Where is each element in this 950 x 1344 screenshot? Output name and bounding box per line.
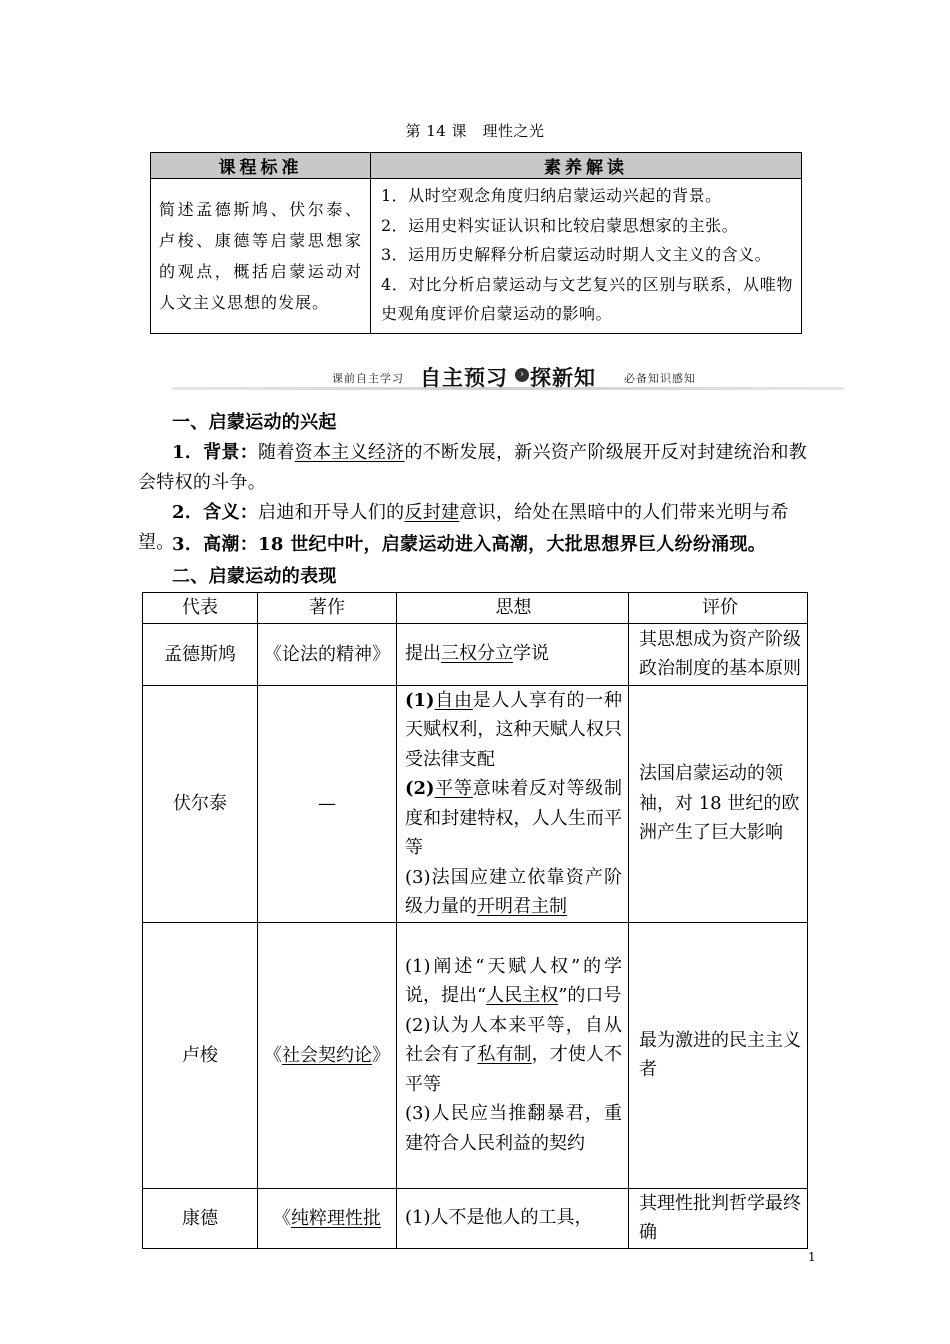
thinker-work: 《社会契约论》 [258, 922, 397, 1188]
section1-heading: 一、启蒙运动的兴起 [172, 412, 337, 433]
thinker-work: — [258, 685, 397, 922]
thinker-name: 康德 [143, 1188, 258, 1248]
thinker-evaluation: 其理性批判哲学最终确 [629, 1188, 808, 1248]
standards-header: 课程标准 [151, 153, 371, 179]
thinker-idea: (1)人不是他人的工具， [397, 1188, 629, 1248]
thinker-evaluation: 其思想成为资产阶级政治制度的基本原则 [629, 623, 808, 685]
col-header: 代表 [143, 593, 258, 624]
background-paragraph: 1．背景：随着资本主义经济的不断发展，新兴资产阶级展开反对封建统治和教会特权的斗争。 [138, 442, 808, 493]
course-standards-table [150, 152, 802, 334]
table-header-row [143, 593, 808, 624]
col-header: 评价 [629, 593, 808, 624]
literacy-item: 3．运用历史解释分析启蒙运动时期人文主义的含义。 [381, 245, 772, 264]
page-number: 1 [808, 1250, 816, 1264]
literacy-item: 1．从时空观念角度归纳启蒙运动兴起的背景。 [381, 186, 722, 205]
thinker-work: 《论法的精神》 [258, 623, 397, 685]
banner-right-label: 必备知识感知 [624, 372, 696, 385]
thinker-name: 伏尔泰 [143, 685, 258, 922]
banner-rule [172, 387, 844, 390]
meaning-paragraph: 2．含义：启迪和开导人们的反封建意识，给处在黑暗中的人们带来光明与希望。 [138, 502, 789, 553]
col-header: 思想 [397, 593, 629, 624]
thinker-evaluation: 最为激进的民主主义者 [629, 922, 808, 1188]
lesson-title: 第 14 课 理性之光 [405, 122, 545, 140]
thinker-idea: 提出三权分立学说 [397, 623, 629, 685]
table-row [143, 922, 808, 1188]
banner-title-b: 探新知 [530, 366, 596, 390]
literacy-header: 素养解读 [371, 153, 802, 179]
climax-paragraph: 3．高潮：18 世纪中叶，启蒙运动进入高潮，大批思想界巨人纷纷涌现。 [172, 534, 767, 555]
literacy-item: 4．对比分析启蒙运动与文艺复兴的区别与联系，从唯物史观角度评价启蒙运动的影响。 [381, 274, 793, 323]
thinker-name: 卢梭 [143, 922, 258, 1188]
banner-title-a: 自主预习 [420, 366, 508, 390]
literacy-list [371, 179, 802, 334]
banner-left-label: 课前自主学习 [332, 372, 404, 385]
table-row [143, 623, 808, 685]
arrow-right-icon: › [515, 368, 529, 382]
table-row [143, 685, 808, 922]
standards-text: 简述孟德斯鸠、伏尔泰、卢梭、康德等启蒙思想家的观点，概括启蒙运动对人文主义思想的发展。 [151, 179, 371, 334]
thinker-idea: (1)阐述“天赋人权”的学说，提出“人民主权”的口号 (2)认为人本来平等，自从社会有了私有制，才使人不平等 (3)人民应当推翻暴君，重建符合人民利益的契约 [397, 922, 629, 1188]
table-row [143, 1188, 808, 1248]
section-banner [172, 362, 844, 390]
thinker-name: 孟德斯鸠 [143, 623, 258, 685]
col-header: 著作 [258, 593, 397, 624]
section2-heading: 二、启蒙运动的表现 [172, 566, 337, 587]
thinkers-table [142, 592, 808, 1249]
thinker-idea: (1)自由是人人享有的一种天赋权利，这种天赋人权只受法律支配 (2)平等意味着反对等级制度和封建特权，人人生而平等 (3)法国应建立依靠资产阶级力量的开明君主制 [397, 685, 629, 922]
literacy-item: 2．运用史料实证认识和比较启蒙思想家的主张。 [381, 215, 739, 235]
thinker-evaluation: 法国启蒙运动的领袖，对 18 世纪的欧洲产生了巨大影响 [629, 685, 808, 922]
thinker-work: 《纯粹理性批 [258, 1188, 397, 1248]
